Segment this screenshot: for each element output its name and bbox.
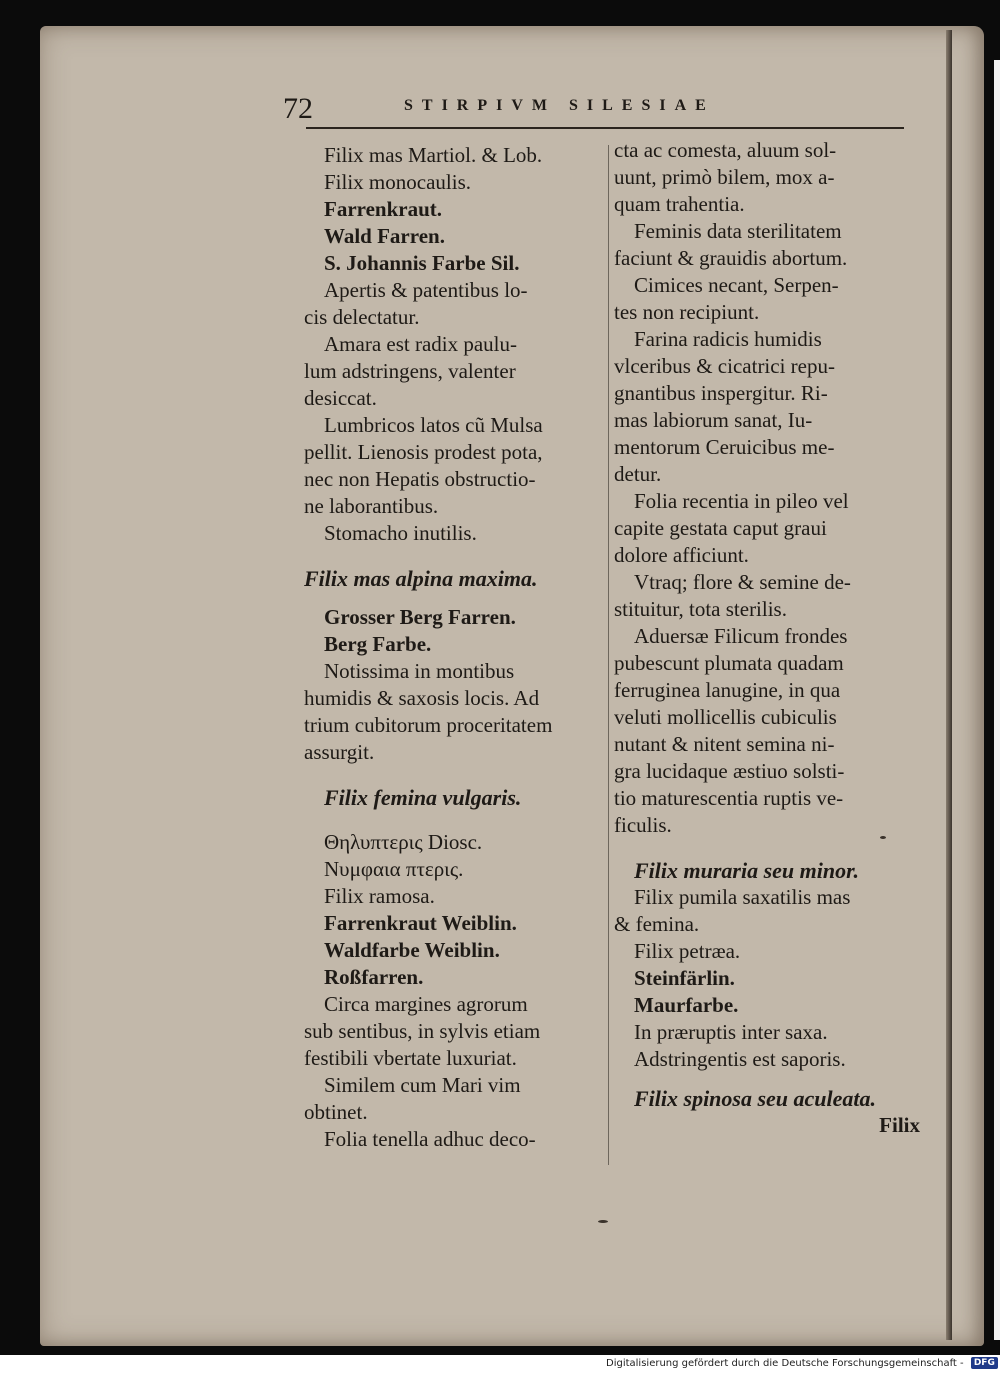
text-line: capite gestata caput graui (614, 516, 827, 540)
running-head: STIRPIVM SILESIAE (404, 97, 715, 114)
text-line: cis delectatur. (304, 305, 420, 329)
text-line: Farrenkraut Weiblin. (324, 911, 517, 935)
text-line: stituitur, tota sterilis. (614, 597, 787, 621)
text-line: Filix mas Martiol. & Lob. (324, 143, 543, 167)
text-line: gra lucidaque æstiuo solsti- (614, 759, 845, 783)
text-line: trium cubitorum proceritatem (304, 713, 553, 737)
text-line: lum adstringens, valenter (304, 359, 516, 383)
page-number: 72 (283, 92, 313, 125)
text-line: nutant & nitent semina ni- (614, 732, 835, 756)
text-line: Cimices necant, Serpen- (634, 273, 839, 297)
text-line: Adstringentis est saporis. (634, 1047, 846, 1071)
text-line: S. Johannis Farbe Sil. (324, 251, 520, 275)
text-line: Notissima in montibus (324, 659, 515, 683)
left-text-column (304, 142, 604, 1153)
scan-margin-strip (994, 60, 1000, 1340)
text-line: Filix petræa. (634, 939, 741, 963)
header-rule (306, 127, 904, 129)
text-line: Farrenkraut. (324, 197, 443, 221)
text-line: Grosser Berg Farren. (324, 605, 516, 629)
page-edge (946, 30, 952, 1340)
text-line: Filix (879, 1113, 920, 1137)
text-line: ferruginea lanugine, in qua (614, 678, 841, 702)
text-line: tes non recipiunt. (614, 300, 760, 324)
text-line: & femina. (614, 912, 700, 936)
text-line: vlceribus & cicatrici repu- (614, 354, 835, 378)
text-line: Νυμφαια πτερις. (324, 857, 464, 881)
text-line: Maurfarbe. (634, 993, 739, 1017)
text-line: Similem cum Mari vim (324, 1073, 521, 1097)
text-line: Folia recentia in pileo vel (634, 489, 849, 513)
text-line: festibili vbertate luxuriat. (304, 1046, 517, 1070)
text-line: ne laborantibus. (304, 494, 439, 518)
text-line: tio maturescentia ruptis ve- (614, 786, 844, 810)
text-line: pubescunt plumata quadam (614, 651, 844, 675)
ink-speck (880, 836, 886, 839)
digitization-footer (606, 1357, 998, 1371)
footer-text: Digitalisierung gefördert durch die Deutsche Forschungsgemeinschaft - (606, 1358, 964, 1369)
text-line: mas labiorum sanat, Iu- (614, 408, 813, 432)
text-line: nec non Hepatis obstructio- (304, 467, 536, 491)
text-line: Folia tenella adhuc deco- (324, 1127, 536, 1151)
line-gap (304, 811, 604, 829)
text-line: Wald Farren. (324, 224, 445, 248)
text-line: humidis & saxosis locis. Ad (304, 686, 540, 710)
line-gap (614, 839, 926, 857)
text-line: Filix pumila saxatilis mas (634, 885, 851, 909)
text-line: ficulis. (614, 813, 672, 837)
line-gap (304, 547, 604, 565)
text-line: faciunt & grauidis abortum. (614, 246, 848, 270)
text-line: uunt, primò bilem, mox a- (614, 165, 835, 189)
text-line: sub sentibus, in sylvis etiam (304, 1019, 541, 1043)
text-line: Filix muraria seu minor. (634, 858, 859, 883)
line-gap (304, 766, 604, 784)
text-line: mentorum Ceruicibus me- (614, 435, 835, 459)
text-line: Roßfarren. (324, 965, 424, 989)
text-line: Feminis data sterilitatem (634, 219, 842, 243)
text-line: Filix spinosa seu aculeata. (634, 1086, 877, 1111)
text-line: veluti mollicellis cubiculis (614, 705, 837, 729)
text-line: Stomacho inutilis. (324, 521, 477, 545)
dfg-logo: DFG (971, 1357, 998, 1369)
line-gap (304, 592, 604, 604)
text-line: In præruptis inter saxa. (634, 1020, 828, 1044)
text-line: Filix ramosa. (324, 884, 435, 908)
text-line: Aduersæ Filicum frondes (634, 624, 848, 648)
text-line: Filix monocaulis. (324, 170, 471, 194)
text-line: Waldfarbe Weiblin. (324, 938, 500, 962)
text-line: cta ac comesta, aluum sol- (614, 138, 837, 162)
text-line: obtinet. (304, 1100, 368, 1124)
text-line: Berg Farbe. (324, 632, 432, 656)
text-line: quam trahentia. (614, 192, 745, 216)
text-line: assurgit. (304, 740, 375, 764)
text-line: Vtraq; flore & semine de- (634, 570, 851, 594)
text-line: Amara est radix paulu- (324, 332, 518, 356)
text-line: pellit. Lienosis prodest pota, (304, 440, 543, 464)
text-line: Θηλυπτερις Diosc. (324, 830, 483, 854)
right-text-column (614, 137, 926, 1139)
text-line: Circa margines agrorum (324, 992, 528, 1016)
text-line: gnantibus inspergitur. Ri- (614, 381, 828, 405)
text-line: Apertis & patentibus lo- (324, 278, 528, 302)
ink-speck (598, 1220, 608, 1223)
column-divider (608, 145, 609, 1165)
text-line: Filix femina vulgaris. (324, 785, 522, 810)
text-line: Farina radicis humidis (634, 327, 822, 351)
text-line: Steinfärlin. (634, 966, 735, 990)
text-line: detur. (614, 462, 662, 486)
line-gap (614, 1073, 926, 1085)
text-line: dolore afficiunt. (614, 543, 749, 567)
text-line: Lumbricos latos cũ Mulsa (324, 413, 543, 437)
text-line: desiccat. (304, 386, 377, 410)
text-line: Filix mas alpina maxima. (304, 566, 538, 591)
